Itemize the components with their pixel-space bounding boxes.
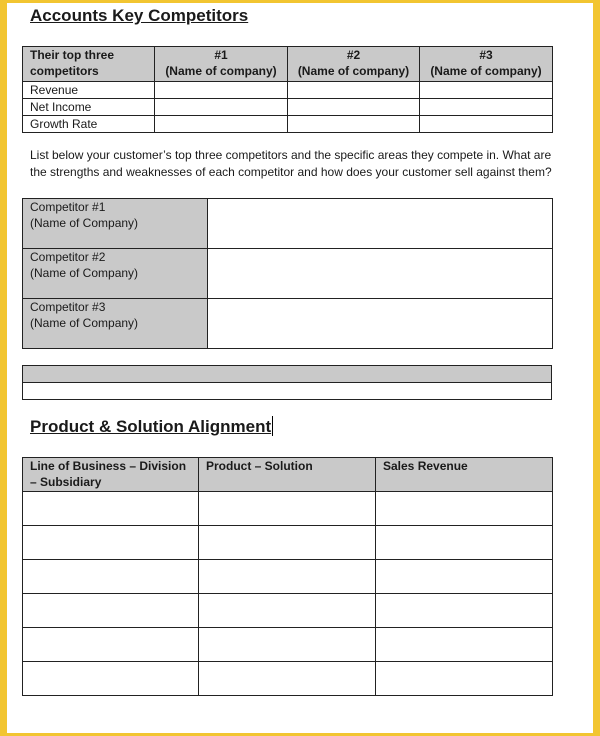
header-competitor-3: #3 (Name of company) [420,47,553,82]
table-cell[interactable] [23,492,199,526]
table-cell[interactable] [199,594,376,628]
section-title-alignment: Product & Solution Alignment [30,417,272,436]
competitors-summary-table [22,46,553,133]
competitor-3-label: Competitor #3 (Name of Company) [23,299,208,349]
product-alignment-table [22,457,553,696]
header-sales-revenue: Sales Revenue [376,458,553,492]
table-cell[interactable] [23,628,199,662]
header-competitors: Their top three competitors [23,47,155,82]
document-page [7,3,593,733]
row-label-growth-rate: Growth Rate [23,116,155,133]
table-cell[interactable] [288,82,420,99]
text-cursor [272,416,273,436]
header-competitor-1: #1 (Name of company) [155,47,288,82]
table-cell[interactable] [155,116,288,133]
row-label-net-income: Net Income [23,99,155,116]
table-cell[interactable] [199,560,376,594]
competitor-details-table [22,198,553,349]
table-cell[interactable] [23,594,199,628]
table-cell[interactable] [420,82,553,99]
table-cell[interactable] [155,82,288,99]
table-cell[interactable] [23,662,199,696]
blank-row[interactable] [23,383,552,400]
table-cell[interactable] [376,628,553,662]
table-cell[interactable] [420,99,553,116]
header-product-solution: Product – Solution [199,458,376,492]
table-cell[interactable] [199,526,376,560]
table-cell[interactable] [288,116,420,133]
competitor-1-label: Competitor #1 (Name of Company) [23,199,208,249]
table-cell[interactable] [155,99,288,116]
table-cell[interactable] [288,99,420,116]
table-cell[interactable] [376,662,553,696]
table-cell[interactable] [23,560,199,594]
competitor-3-notes[interactable] [208,299,553,349]
instructions-paragraph: List below your customer’s top three competitors and the specific areas they compete in. What are the strengths and weaknesses of each competitor and how does your customer sell against them? [30,148,552,179]
table-cell[interactable] [199,628,376,662]
row-label-revenue: Revenue [23,82,155,99]
blank-strip-table [22,365,552,400]
header-line-of-business: Line of Business – Division – Subsidiary [23,458,199,492]
blank-header-row [23,366,552,383]
competitor-2-notes[interactable] [208,249,553,299]
section-title-competitors: Accounts Key Competitors [30,6,249,25]
table-cell[interactable] [199,662,376,696]
table-cell[interactable] [420,116,553,133]
table-cell[interactable] [376,560,553,594]
table-cell[interactable] [376,594,553,628]
table-cell[interactable] [376,492,553,526]
table-cell[interactable] [376,526,553,560]
competitor-2-label: Competitor #2 (Name of Company) [23,249,208,299]
table-cell[interactable] [23,526,199,560]
table-cell[interactable] [199,492,376,526]
header-competitor-2: #2 (Name of company) [288,47,420,82]
competitor-1-notes[interactable] [208,199,553,249]
